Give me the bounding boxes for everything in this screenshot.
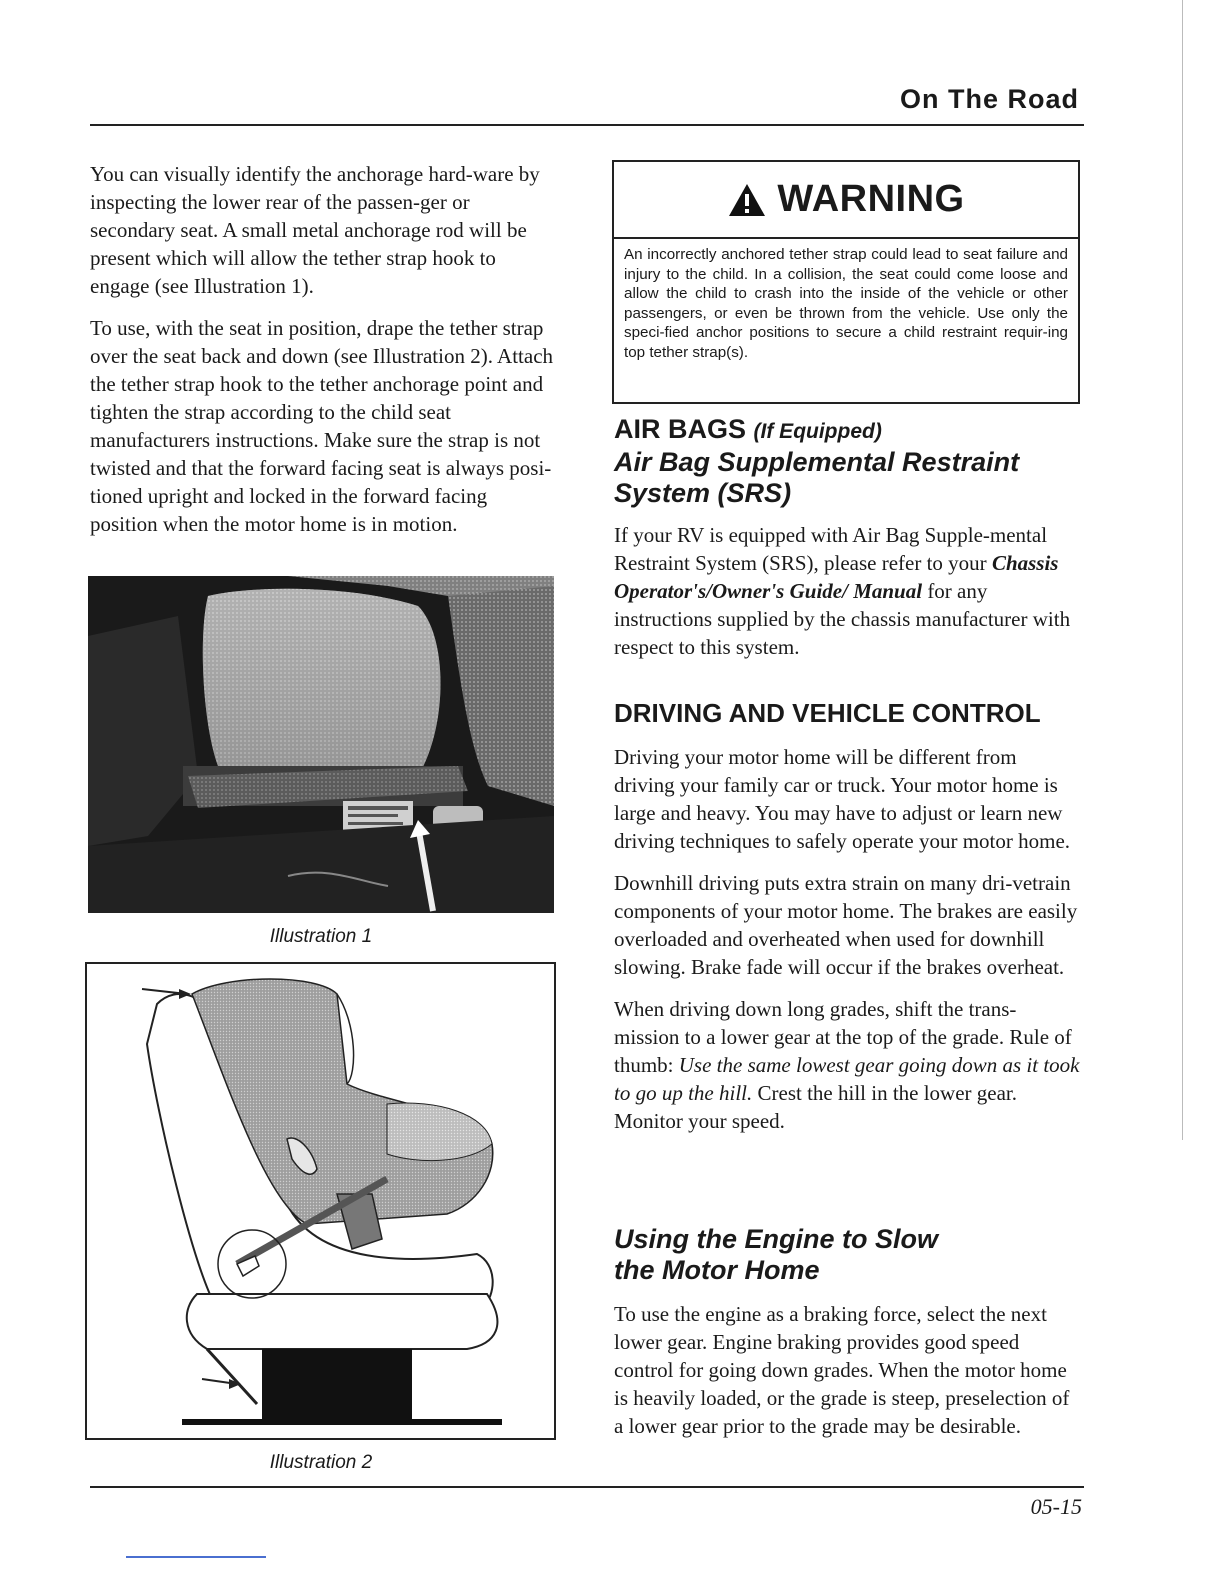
engine-paragraph: To use the engine as a braking force, select the next lower gear. Engine braking provides good speed control for going down grades. When the motor home is heavily loaded, or the grade is steep, preselection of a lower gear prior to the grade may be desirable. bbox=[614, 1302, 1070, 1438]
illustration-2-caption: Illustration 2 bbox=[269, 1452, 373, 1473]
warning-box bbox=[612, 160, 1080, 404]
warning-header bbox=[614, 162, 1078, 239]
driving-heading: DRIVING AND VEHICLE CONTROL bbox=[614, 698, 1041, 728]
srs-heading-line1: Air Bag Supplemental Restraint bbox=[614, 447, 1020, 477]
seat-anchor-photo-image bbox=[88, 576, 554, 913]
srs-paragraph-text-b: for any instructions supplied by the chassis manufacturer with respect to this system. bbox=[614, 579, 1071, 659]
driving-section bbox=[614, 698, 1080, 1149]
engine-braking-section bbox=[614, 1224, 1080, 1454]
left-column bbox=[90, 160, 556, 552]
driving-paragraph-3-text-b: Crest the hill in the lower gear. Monitor your speed. bbox=[614, 1081, 1018, 1133]
page-edge-line bbox=[1182, 0, 1183, 1140]
air-bags-heading bbox=[614, 414, 1080, 447]
warning-text: An incorrectly anchored tether strap could lead to seat failure and injury to the child. In a collision, the seat could come loose and allow the child to crash into the inside of the vehicle or other passengers, or even be thrown from the vehicle. Use only the speci-fied anchor positions to secure a child restraint requir-ing top tether strap(s). bbox=[624, 246, 1068, 361]
illustration-1-photo bbox=[88, 576, 554, 913]
warning-title: WARNING bbox=[777, 178, 965, 220]
driving-paragraph-3-text-a: When driving down long grades, shift the trans-mission to a lower gear at the top of the grade. Rule of thumb: bbox=[614, 997, 1072, 1077]
bottom-edge-line bbox=[126, 1556, 266, 1558]
srs-paragraph-text-a: If your RV is equipped with Air Bag Supple-mental Restraint System (SRS), please refer to your bbox=[614, 523, 1048, 575]
air-bags-section bbox=[614, 414, 1080, 675]
engine-heading-line1: Using the Engine to Slow bbox=[614, 1224, 938, 1254]
warning-triangle-icon bbox=[727, 182, 767, 218]
child-seat-tether-drawing bbox=[87, 964, 554, 1438]
illustration-2-drawing bbox=[85, 962, 556, 1440]
srs-heading-line2: System (SRS) bbox=[614, 478, 792, 508]
page-header-title: On The Road bbox=[900, 84, 1079, 114]
footer-rule bbox=[90, 1486, 1084, 1488]
illustration-1-caption: Illustration 1 bbox=[269, 926, 373, 947]
air-bags-heading-text: AIR BAGS bbox=[614, 414, 747, 444]
rule-of-thumb-text: Use the same lowest gear going down as it took to go up the hill. bbox=[614, 1053, 1080, 1105]
driving-paragraph-1: Driving your motor home will be different from driving your family car or truck. Your motor home is large and heavy. You may have to adjust or learn new driving techniques to safely operate your motor home. bbox=[614, 745, 1071, 853]
srs-paragraph bbox=[614, 521, 1080, 661]
page-number: 05-15 bbox=[1030, 1494, 1082, 1519]
driving-paragraph-3 bbox=[614, 995, 1080, 1135]
tether-paragraph: To use, with the seat in position, drape the tether strap over the seat back and down (see Illustration 2). Attach the tether strap hook to the tether anchorage point and tighten the strap according to the child seat manufacturers instructions. Make sure the strap is not twisted and that the forward facing seat is always posi-tioned upright and locked in the forward facing position when the motor home is in motion. bbox=[90, 316, 554, 536]
anchorage-paragraph: You can visually identify the anchorage hard-ware by inspecting the lower rear of the passen-ger or secondary seat. A small metal anchorage rod will be present which will allow the tether strap hook to engage (see Illustration 1). bbox=[90, 162, 540, 298]
chassis-guide-reference: Chassis Operator's/Owner's Guide/ Manual bbox=[614, 551, 1059, 603]
driving-paragraph-2: Downhill driving puts extra strain on many dri-vetrain components of your motor home. The brakes are easily overloaded and overheated when used for downhill slowing. Brake fade will occur if the brakes overheat. bbox=[614, 871, 1078, 979]
header-rule bbox=[90, 124, 1084, 126]
air-bags-heading-note: (If Equipped) bbox=[753, 420, 882, 443]
engine-heading-line2: the Motor Home bbox=[614, 1255, 820, 1285]
